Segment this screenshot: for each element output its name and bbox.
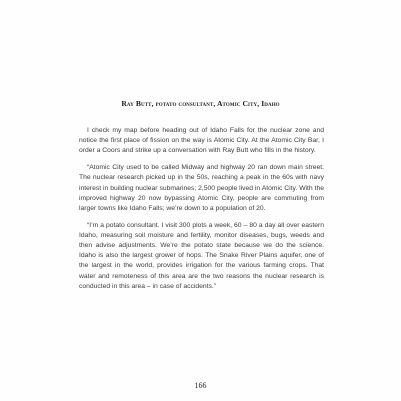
page-number: 166: [194, 381, 207, 390]
body-text: [79, 126, 324, 299]
section-heading: Ray Butt, potato consultant, Atomic City, Idaho: [121, 99, 280, 108]
paragraph-3: “I’m a potato consultant. I visit 300 plots a week, 60 – 80 a day all over eastern Idaho, measuring soil moisture and fertility, monitor diseases, bugs, weeds and then advise adjustments. We’re the potato state because we do the science. Idaho is also the largest grower of hops. The Snake River Plains aquifer, one of the largest in the world, provides irrigation for the various farming crops. That water and remoteness of this area are the two reasons the nuclear research is conducted in this area – in case of accidents.”: [79, 221, 324, 290]
paragraph-1: I check my map before heading out of Idaho Falls for the nuclear zone and notice the first place of fission on the way is Atomic City. At the Atomic City Bar, I order a Coors and strike up a conversation with Ray Butt who fills in the history.: [79, 127, 324, 155]
paragraph-2: “Atomic City used to be called Midway and highway 20 ran down main street. The nuclear research picked up in the 50s, reaching a peak in the 60s with navy interest in building nuclear submarines; 2,500 people lived in Atomic City. With the improved highway 20 now bypassing Atomic City, people are commuting from larger towns like Idaho Falls; we’re down to a population of 20.: [79, 164, 324, 212]
